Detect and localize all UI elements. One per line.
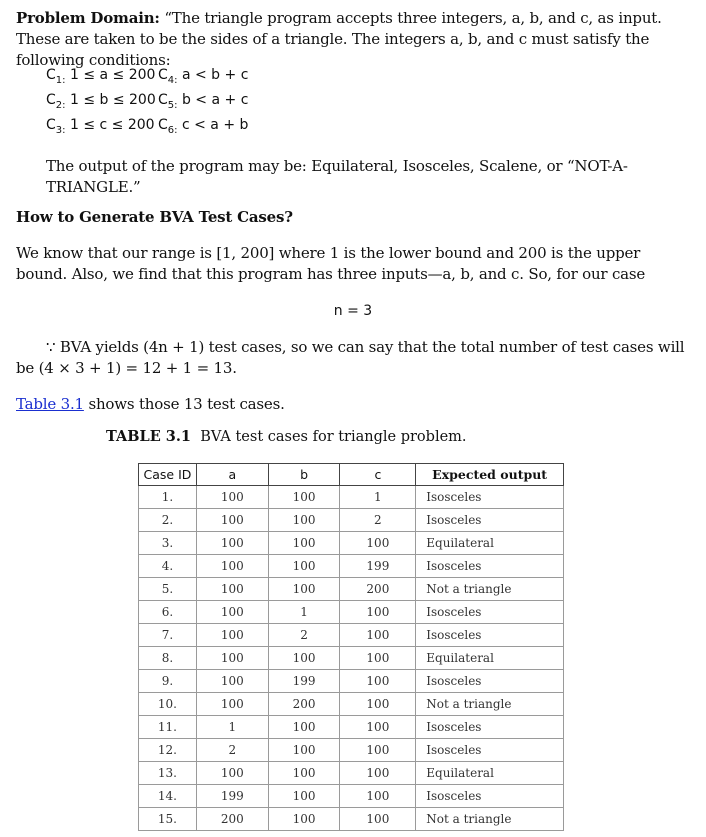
cell-a: 100 [196,601,268,624]
table-row [139,670,564,693]
cell-expected-output: Isosceles [416,716,564,739]
cell-b: 100 [268,762,340,785]
header-case-id: Case ID [139,464,197,486]
cell-expected-output: Equilateral [416,647,564,670]
cell-b: 100 [268,647,340,670]
cell-case-id: 10. [139,693,197,716]
cell-c: 1 [340,486,416,509]
condition-c5: $C_{5:}$ b < a + c [158,92,249,111]
cell-a: 199 [196,785,268,808]
cell-b: 100 [268,785,340,808]
cell-case-id: 6. [139,601,197,624]
cell-b: 199 [268,670,340,693]
cell-c: 200 [340,578,416,601]
cell-a: 100 [196,647,268,670]
table-header-row [139,464,564,486]
problem-label: Problem Domain: [16,9,160,27]
cell-case-id: 7. [139,624,197,647]
cell-expected-output: Isosceles [416,555,564,578]
cell-c: 199 [340,555,416,578]
header-b: b [268,464,340,486]
cell-expected-output: Isosceles [416,785,564,808]
table-reference-text: shows those 13 test cases. [83,395,285,413]
condition-c1: $C_{1:}$ 1 ≤ a ≤ 200 [46,67,156,86]
cell-a: 100 [196,578,268,601]
cell-a: 100 [196,670,268,693]
table-row [139,578,564,601]
cell-b: 2 [268,624,340,647]
bva-paragraph: ∵ BVA yields (4n + 1) test cases, so we can say that the total number of test cases will be (4 × 3 + 1) = 12 + 1 = 13. [16,338,685,377]
table-reference [16,394,692,415]
cell-c: 100 [340,647,416,670]
table-row [139,693,564,716]
table-row [139,624,564,647]
cell-c: 2 [340,509,416,532]
cell-case-id: 1. [139,486,197,509]
cell-c: 100 [340,624,416,647]
cell-c: 100 [340,693,416,716]
cell-case-id: 13. [139,762,197,785]
cell-case-id: 3. [139,532,197,555]
table-row [139,601,564,624]
table-row [139,532,564,555]
cell-b: 100 [268,578,340,601]
output-text: The output of the program may be: Equilateral, Isosceles, Scalene, or “NOT-A-TRIANGLE.” [46,157,628,196]
cell-c: 100 [340,762,416,785]
bva-test-case-table [138,463,564,831]
cell-b: 100 [268,555,340,578]
cell-case-id: 14. [139,785,197,808]
cell-a: 100 [196,532,268,555]
cell-c: 100 [340,808,416,831]
cell-b: 1 [268,601,340,624]
table-link[interactable]: Table 3.1 [16,395,84,413]
cell-b: 200 [268,693,340,716]
cell-a: 100 [196,555,268,578]
cell-expected-output: Equilateral [416,762,564,785]
table-row [139,739,564,762]
cell-case-id: 4. [139,555,197,578]
table-caption-label: TABLE 3.1 [106,428,192,445]
cell-expected-output: Isosceles [416,509,564,532]
cell-b: 100 [268,739,340,762]
cell-expected-output: Isosceles [416,624,564,647]
cell-case-id: 9. [139,670,197,693]
cell-b: 100 [268,532,340,555]
cell-c: 100 [340,670,416,693]
table-caption [106,428,467,445]
cell-b: 100 [268,486,340,509]
cell-a: 100 [196,509,268,532]
table-row [139,647,564,670]
condition-c6: $C_{6:}$ c < a + b [158,117,249,136]
table-row [139,762,564,785]
cell-expected-output: Not a triangle [416,578,564,601]
cell-a: 100 [196,762,268,785]
range-paragraph: We know that our range is [1, 200] where 1 is the lower bound and 200 is the upper bound. Also, we find that this program has three inputs—a, b, and c. So, for our case [16,244,646,283]
cell-c: 100 [340,739,416,762]
section-heading: How to Generate BVA Test Cases? [16,208,293,226]
cell-case-id: 8. [139,647,197,670]
cell-case-id: 15. [139,808,197,831]
cell-b: 100 [268,716,340,739]
table-row [139,716,564,739]
n-equation: n = 3 [333,303,373,319]
cell-expected-output: Not a triangle [416,693,564,716]
table-row [139,486,564,509]
table-caption-text: BVA test cases for triangle problem. [200,429,467,445]
header-a: a [196,464,268,486]
cell-a: 2 [196,739,268,762]
cell-a: 100 [196,486,268,509]
cell-b: 100 [268,808,340,831]
table-row [139,509,564,532]
cell-c: 100 [340,785,416,808]
cell-b: 100 [268,509,340,532]
cell-case-id: 11. [139,716,197,739]
problem-paragraph [16,8,692,71]
condition-c4: $C_{4:}$ a < b + c [158,67,249,86]
cell-case-id: 2. [139,509,197,532]
problem-text: “The triangle program accepts three integers, a, b, and c, as input. These are taken to be the sides of a triangle. The integers a, b, and c must satisfy the following conditions: [16,9,662,69]
cell-a: 1 [196,716,268,739]
table-row [139,785,564,808]
header-expected-output: Expected output [416,464,564,486]
table-row [139,555,564,578]
cell-expected-output: Equilateral [416,532,564,555]
cell-c: 100 [340,601,416,624]
header-c: c [340,464,416,486]
cell-expected-output: Not a triangle [416,808,564,831]
cell-case-id: 12. [139,739,197,762]
cell-expected-output: Isosceles [416,670,564,693]
cell-a: 100 [196,693,268,716]
cell-a: 200 [196,808,268,831]
cell-c: 100 [340,532,416,555]
cell-c: 100 [340,716,416,739]
cell-case-id: 5. [139,578,197,601]
condition-c3: $C_{3:}$ 1 ≤ c ≤ 200 [46,117,155,136]
cell-expected-output: Isosceles [416,486,564,509]
cell-a: 100 [196,624,268,647]
cell-expected-output: Isosceles [416,601,564,624]
condition-c2: $C_{2:}$ 1 ≤ b ≤ 200 [46,92,156,111]
table-row [139,808,564,831]
cell-expected-output: Isosceles [416,739,564,762]
